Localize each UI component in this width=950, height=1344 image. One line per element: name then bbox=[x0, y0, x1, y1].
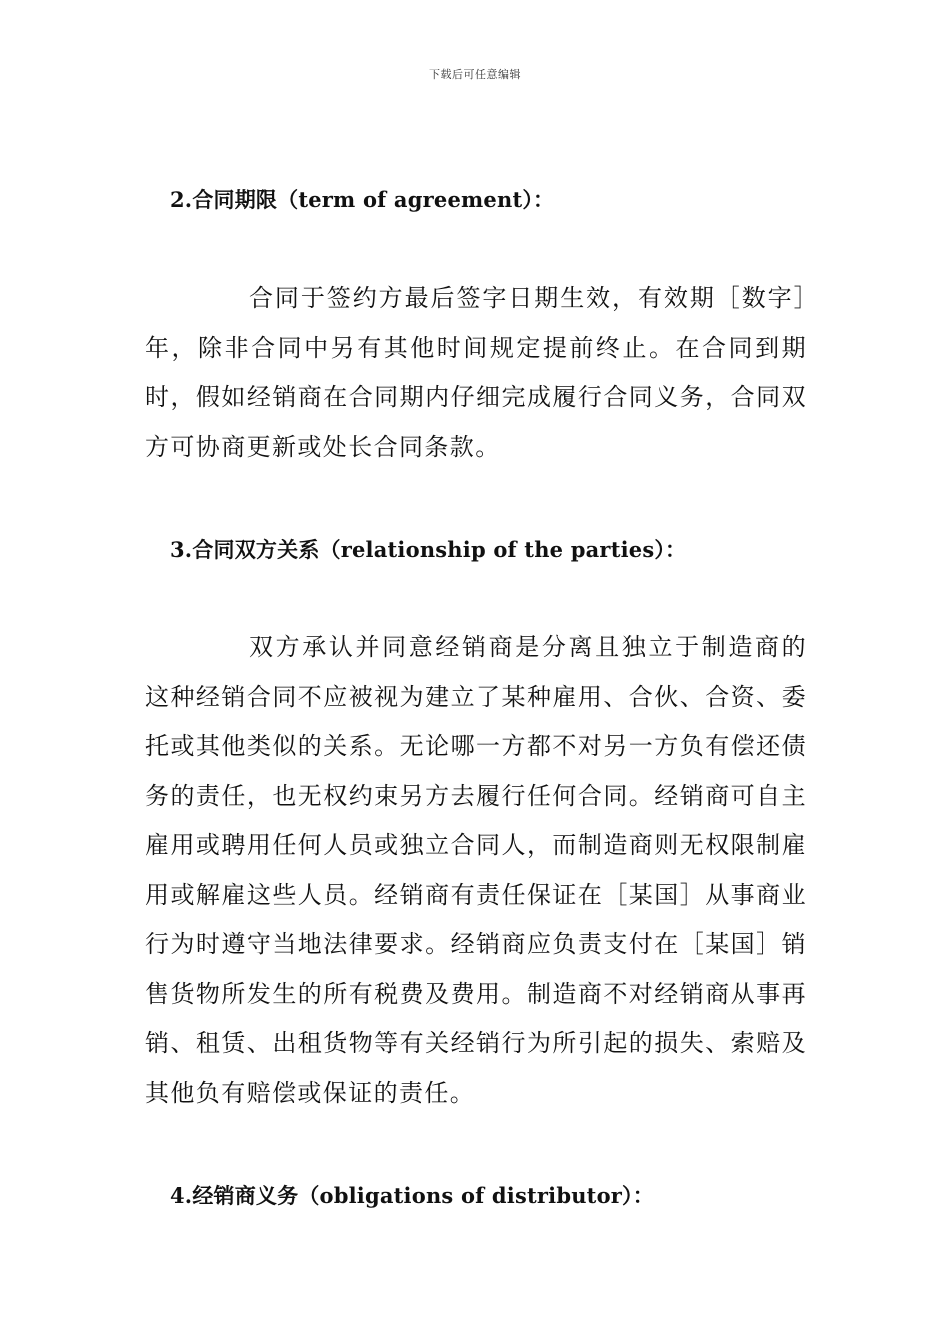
section-paragraph-term: 合同于签约方最后签字日期生效，有效期［数字］年，除非合同中另有其他时间规定提前终止。在合同到期时，假如经销商在合同期内仔细完成履行合同义务，合同双方可协商更新或处长合同条款。 bbox=[145, 284, 807, 461]
section-heading-term: 2.合同期限（term of agreement）： bbox=[170, 187, 555, 212]
section-heading-obligations: 4.经销商义务（obligations of distributor）： bbox=[170, 1183, 654, 1208]
section-heading-relationship: 3.合同双方关系（relationship of the parties）： bbox=[170, 537, 687, 562]
page-header-note: 下载后可任意编辑 bbox=[429, 68, 521, 81]
section-paragraph-relationship: 双方承认并同意经销商是分离且独立于制造商的这种经销合同不应被视为建立了某种雇用、合伙、合资、委托或其他类似的关系。无论哪一方都不对另一方负有偿还债务的责任，也无权约束另方去履行任何合同。经销商可自主雇用或聘用任何人员或独立合同人，而制造商则无权限制雇用或解雇这些人员。经销商有责任保证在［某国］从事商业行为时遵守当地法律要求。经销商应负责支付在［某国］销售货物所发生的所有税费及费用。制造商不对经销商从事再销、租赁、出租货物等有关经销行为所引起的损失、索赔及其他负有赔偿或保证的责任。 bbox=[145, 633, 807, 1107]
